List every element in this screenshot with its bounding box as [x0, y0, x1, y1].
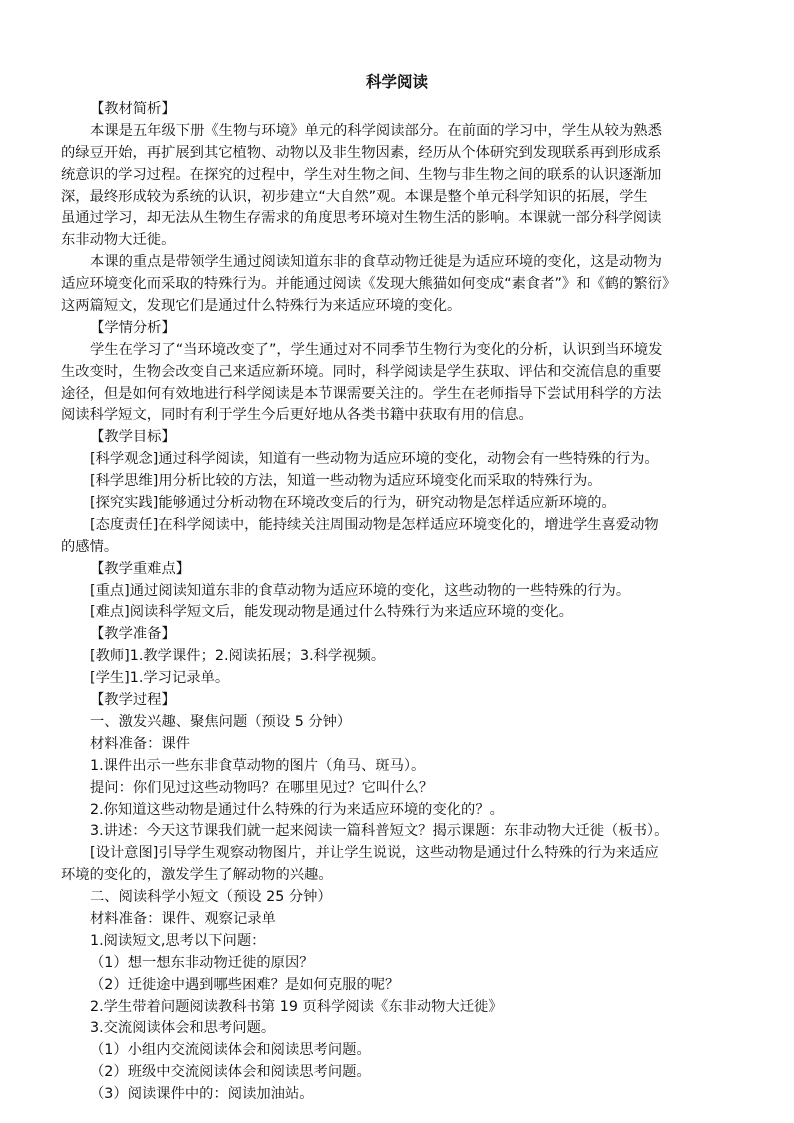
text-line: 2.学生带着问题阅读教科书第 19 页科学阅读《东非动物大迁徙》	[90, 998, 503, 1015]
document-body	[61, 99, 741, 1106]
text-line: [教师]1.教学课件；2.阅读拓展；3.科学视频。	[90, 648, 386, 665]
text-line: 3.讲述：今天这节课我们就一起来阅读一篇科普短文？揭示课题：东非动物大迁徙（板书）。	[90, 823, 669, 840]
text-line: 本课是五年级下册《生物与环境》单元的科学阅读部分。在前面的学习中，学生从较为熟悉	[90, 122, 662, 139]
text-line: 【教材简析】	[90, 101, 176, 117]
text-line: 生改变时，生物会改变自己来适应新环境。同时，科学阅读是学生获取、评估和交流信息的重要	[61, 363, 662, 380]
text-line: [难点]阅读科学短文后，能发现动物是通过什么特殊行为来适应环境的变化。	[90, 604, 573, 621]
text-line: [探究实践]能够通过分析动物在环境改变后的行为，研究动物是怎样适应新环境的。	[90, 495, 616, 512]
text-line: （1）小组内交流阅读体会和阅读思考问题。	[90, 1042, 371, 1059]
text-line: [学生]1.学习记录单。	[90, 670, 230, 687]
text-line: （3）阅读课件中的：阅读加油站。	[90, 1086, 314, 1103]
text-line: 1.课件出示一些东非食草动物的图片（角马、斑马）。	[90, 757, 426, 774]
text-line: 二、阅读科学小短文（预设 25 分钟）	[90, 889, 332, 906]
text-line: 2.你知道这些动物是通过什么特殊的行为来适应环境的变化的？。	[90, 801, 504, 818]
text-line: 提问：你们见过这些动物吗？在哪里见过？它叫什么？	[90, 779, 434, 796]
text-line: 材料准备：课件、观察记录单	[90, 910, 276, 927]
text-line: 深，最终形成较为系统的认识，初步建立“大自然”观。本课是整个单元科学知识的拓展，学生	[61, 188, 648, 205]
text-line: 阅读科学短文，同时有利于学生今后更好地从各类书籍中获取有用的信息。	[61, 407, 533, 424]
text-line: 3.交流阅读体会和思考问题。	[90, 1020, 276, 1037]
text-line: [科学思维]用分析比较的方法，知道一些动物为适应环境变化而采取的特殊行为。	[90, 473, 602, 490]
text-line: 【学情分析】	[90, 319, 176, 336]
text-line: 的绿豆开始，再扩展到其它植物、动物以及非生物因素，经历从个体研究到发现联系再到形成系	[61, 144, 662, 161]
text-line: [设计意图]引导学生观察动物图片，并让学生说说，这些动物是通过什么特殊的行为来适应	[90, 845, 659, 862]
text-line: （2）迁徙途中遇到哪些困难？是如何克服的呢？	[90, 976, 400, 993]
text-line: 【教学重难点】	[90, 560, 191, 577]
text-line: 本课的重点是带领学生通过阅读知道东非的食草动物迁徙是为适应环境的变化，这是动物为	[90, 254, 662, 271]
text-line: 这两篇短文，发现它们是通过什么特殊行为来适应环境的变化。	[61, 298, 462, 315]
text-line: [重点]通过阅读知道东非的食草动物为适应环境的变化，这些动物的一些特殊的行为。	[90, 582, 631, 599]
text-line: 适应环境变化而采取的特殊行为。并能通过阅读《发现大熊猫如何变成“素食者”》和《鹤的繁衍》	[61, 276, 677, 293]
text-line: [科学观念]通过科学阅读，知道有一些动物为适应环境的变化，动物会有一些特殊的行为。	[90, 451, 659, 468]
text-line: 环境的变化的，激发学生了解动物的兴趣。	[61, 867, 333, 884]
text-line: 统意识的学习过程。在探究的过程中，学生对生物之间、生物与非生物之间的联系的认识逐渐加	[61, 166, 662, 183]
text-line: 【教学过程】	[90, 692, 176, 709]
text-line: [态度责任]在科学阅读中，能持续关注周围动物是怎样适应环境变化的，增进学生喜爱动物	[90, 516, 659, 533]
text-line: 【教学目标】	[90, 429, 176, 446]
text-line: 学生在学习了“当环境改变了”，学生通过对不同季节生物行为变化的分析，认识到当环境发	[90, 341, 663, 358]
text-line: 一、激发兴趣、聚焦问题（预设 5 分钟）	[90, 713, 352, 730]
text-line: （1）想一想东非动物迁徙的原因？	[90, 954, 314, 971]
text-line: 的感情。	[61, 538, 119, 555]
text-line: （2）班级中交流阅读体会和阅读思考问题。	[90, 1064, 371, 1081]
text-line: 东非动物大迁徙。	[61, 232, 176, 249]
text-line: 【教学准备】	[90, 626, 176, 643]
text-line: 虽通过学习，却无法从生物生存需求的角度思考环境对生物生活的影响。本课就一部分科学阅读	[61, 210, 662, 227]
text-line: 1.阅读短文,思考以下问题：	[90, 932, 266, 949]
text-line: 途径，但是如何有效地进行科学阅读是本节课需要关注的。学生在老师指导下尝试用科学的方法	[61, 385, 662, 402]
page-title: 科学阅读	[365, 73, 428, 91]
text-line: 材料准备：课件	[90, 735, 191, 752]
